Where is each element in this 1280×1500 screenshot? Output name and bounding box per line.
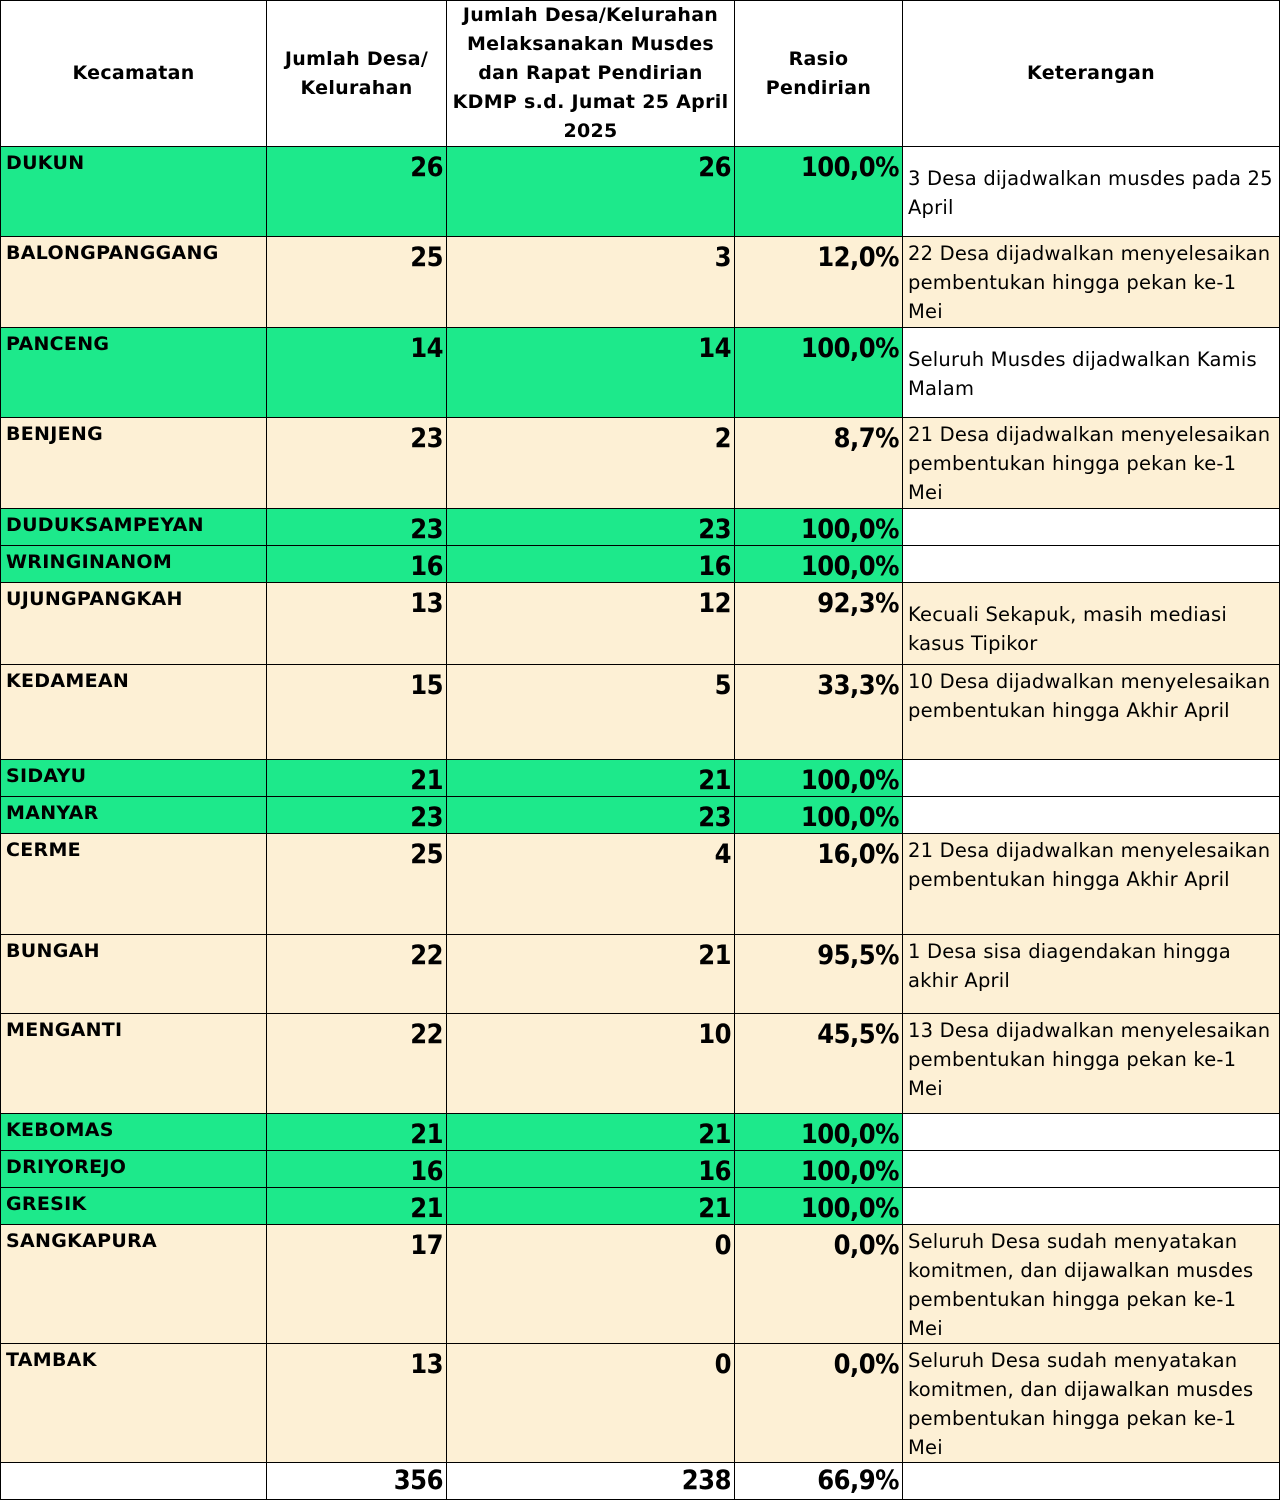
table-row bbox=[1, 1151, 1280, 1188]
cell-jumlah-desa: 21 bbox=[267, 1114, 447, 1151]
cell-jumlah-musdes: 16 bbox=[447, 546, 735, 583]
cell-rasio: 100,0% bbox=[735, 328, 903, 418]
cell-keterangan bbox=[903, 1114, 1280, 1151]
table-row bbox=[1, 546, 1280, 583]
cell-jumlah-desa: 16 bbox=[267, 546, 447, 583]
cell-kecamatan: MANYAR bbox=[1, 797, 267, 834]
cell-jumlah-desa: 22 bbox=[267, 1014, 447, 1114]
cell-jumlah-musdes: 4 bbox=[447, 834, 735, 935]
cell-keterangan bbox=[903, 546, 1280, 583]
cell-jumlah-musdes: 2 bbox=[447, 418, 735, 509]
cell-jumlah-desa: 13 bbox=[267, 583, 447, 665]
cell-kecamatan: GRESIK bbox=[1, 1188, 267, 1225]
cell-jumlah-desa: 21 bbox=[267, 1188, 447, 1225]
cell-rasio: 100,0% bbox=[735, 1188, 903, 1225]
cell-kecamatan: SANGKAPURA bbox=[1, 1225, 267, 1344]
cell-keterangan: 10 Desa dijadwalkan menyelesaikan pembentukan hingga Akhir April bbox=[903, 665, 1280, 760]
cell-jumlah-desa: 17 bbox=[267, 1225, 447, 1344]
table-row bbox=[1, 509, 1280, 546]
cell-kecamatan: BALONGPANGGANG bbox=[1, 237, 267, 328]
table-row bbox=[1, 1225, 1280, 1344]
cell-keterangan: 13 Desa dijadwalkan menyelesaikan pembentukan hingga pekan ke-1 Mei bbox=[903, 1014, 1280, 1114]
cell-jumlah-desa: 25 bbox=[267, 834, 447, 935]
cell-keterangan bbox=[903, 1151, 1280, 1188]
cell-rasio: 12,0% bbox=[735, 237, 903, 328]
cell-keterangan: 21 Desa dijadwalkan menyelesaikan pembentukan hingga pekan ke-1 Mei bbox=[903, 418, 1280, 509]
cell-jumlah-musdes: 10 bbox=[447, 1014, 735, 1114]
cell-jumlah-musdes: 5 bbox=[447, 665, 735, 760]
cell-rasio: 16,0% bbox=[735, 834, 903, 935]
header-keterangan: Keterangan bbox=[903, 1, 1280, 147]
header-rasio: Rasio Pendirian bbox=[735, 1, 903, 147]
total-row bbox=[1, 1463, 1280, 1500]
table-row bbox=[1, 935, 1280, 1014]
cell-rasio: 45,5% bbox=[735, 1014, 903, 1114]
cell-jumlah-desa: 23 bbox=[267, 797, 447, 834]
cell-keterangan: Seluruh Desa sudah menyatakan komitmen, dan dijawalkan musdes pembentukan hingga pekan ke-1 Mei bbox=[903, 1344, 1280, 1463]
cell-kecamatan: CERME bbox=[1, 834, 267, 935]
cell-jumlah-desa: 23 bbox=[267, 509, 447, 546]
cell-jumlah-musdes: 16 bbox=[447, 1151, 735, 1188]
cell-jumlah-desa: 15 bbox=[267, 665, 447, 760]
cell-keterangan: Seluruh Desa sudah menyatakan komitmen, dan dijawalkan musdes pembentukan hingga pekan ke-1 Mei bbox=[903, 1225, 1280, 1344]
cell-rasio: 0,0% bbox=[735, 1344, 903, 1463]
table-row bbox=[1, 1014, 1280, 1114]
cell-jumlah-musdes: 0 bbox=[447, 1225, 735, 1344]
cell-kecamatan: DUDUKSAMPEYAN bbox=[1, 509, 267, 546]
header-row bbox=[1, 1, 1280, 147]
cell-jumlah-desa: 14 bbox=[267, 328, 447, 418]
cell-jumlah-desa: 13 bbox=[267, 1344, 447, 1463]
cell-jumlah-musdes: 23 bbox=[447, 509, 735, 546]
cell-jumlah-musdes: 21 bbox=[447, 1114, 735, 1151]
table-row bbox=[1, 797, 1280, 834]
cell-keterangan: 3 Desa dijadwalkan musdes pada 25 April bbox=[903, 147, 1280, 237]
cell-kecamatan: KEDAMEAN bbox=[1, 665, 267, 760]
table-row bbox=[1, 418, 1280, 509]
cell-kecamatan: DUKUN bbox=[1, 147, 267, 237]
cell-jumlah-desa: 25 bbox=[267, 237, 447, 328]
cell-jumlah-musdes: 14 bbox=[447, 328, 735, 418]
cell-kecamatan: BUNGAH bbox=[1, 935, 267, 1014]
cell-rasio: 100,0% bbox=[735, 760, 903, 797]
cell-rasio: 33,3% bbox=[735, 665, 903, 760]
header-kecamatan: Kecamatan bbox=[1, 1, 267, 147]
header-jumlah-desa: Jumlah Desa/ Kelurahan bbox=[267, 1, 447, 147]
cell-kecamatan: TAMBAK bbox=[1, 1344, 267, 1463]
cell-jumlah-desa: 22 bbox=[267, 935, 447, 1014]
cell-rasio: 100,0% bbox=[735, 147, 903, 237]
table-row bbox=[1, 665, 1280, 760]
cell-keterangan: Kecuali Sekapuk, masih mediasi kasus Tipikor bbox=[903, 583, 1280, 665]
table-row bbox=[1, 834, 1280, 935]
cell-kecamatan: WRINGINANOM bbox=[1, 546, 267, 583]
cell-total-keterangan bbox=[903, 1463, 1280, 1500]
table-row bbox=[1, 1114, 1280, 1151]
cell-jumlah-musdes: 26 bbox=[447, 147, 735, 237]
cell-rasio: 92,3% bbox=[735, 583, 903, 665]
cell-keterangan: 21 Desa dijadwalkan menyelesaikan pembentukan hingga Akhir April bbox=[903, 834, 1280, 935]
cell-kecamatan: MENGANTI bbox=[1, 1014, 267, 1114]
cell-kecamatan: KEBOMAS bbox=[1, 1114, 267, 1151]
cell-jumlah-musdes: 23 bbox=[447, 797, 735, 834]
table-row bbox=[1, 237, 1280, 328]
cell-jumlah-musdes: 21 bbox=[447, 1188, 735, 1225]
cell-total-musdes: 238 bbox=[447, 1463, 735, 1500]
table-row bbox=[1, 1188, 1280, 1225]
cell-jumlah-desa: 21 bbox=[267, 760, 447, 797]
cell-total-rasio: 66,9% bbox=[735, 1463, 903, 1500]
cell-jumlah-musdes: 3 bbox=[447, 237, 735, 328]
cell-rasio: 8,7% bbox=[735, 418, 903, 509]
header-jumlah-musdes: Jumlah Desa/Kelurahan Melaksanakan Musdes dan Rapat Pendirian KDMP s.d. Jumat 25 April 2025 bbox=[447, 1, 735, 147]
cell-rasio: 100,0% bbox=[735, 1114, 903, 1151]
cell-kecamatan: BENJENG bbox=[1, 418, 267, 509]
cell-jumlah-desa: 23 bbox=[267, 418, 447, 509]
cell-keterangan bbox=[903, 509, 1280, 546]
cell-jumlah-musdes: 12 bbox=[447, 583, 735, 665]
cell-kecamatan: UJUNGPANGKAH bbox=[1, 583, 267, 665]
cell-kecamatan: PANCENG bbox=[1, 328, 267, 418]
cell-kecamatan: DRIYOREJO bbox=[1, 1151, 267, 1188]
cell-jumlah-musdes: 21 bbox=[447, 935, 735, 1014]
cell-jumlah-desa: 16 bbox=[267, 1151, 447, 1188]
table-row bbox=[1, 1344, 1280, 1463]
cell-total-label bbox=[1, 1463, 267, 1500]
table-row bbox=[1, 760, 1280, 797]
cell-keterangan: Seluruh Musdes dijadwalkan Kamis Malam bbox=[903, 328, 1280, 418]
cell-jumlah-musdes: 0 bbox=[447, 1344, 735, 1463]
cell-jumlah-desa: 26 bbox=[267, 147, 447, 237]
cell-rasio: 100,0% bbox=[735, 546, 903, 583]
cell-jumlah-musdes: 21 bbox=[447, 760, 735, 797]
cell-rasio: 0,0% bbox=[735, 1225, 903, 1344]
cell-rasio: 95,5% bbox=[735, 935, 903, 1014]
cell-rasio: 100,0% bbox=[735, 509, 903, 546]
table-row bbox=[1, 583, 1280, 665]
cell-kecamatan: SIDAYU bbox=[1, 760, 267, 797]
table-row bbox=[1, 147, 1280, 237]
cell-keterangan bbox=[903, 797, 1280, 834]
cell-keterangan: 22 Desa dijadwalkan menyelesaikan pembentukan hingga pekan ke-1 Mei bbox=[903, 237, 1280, 328]
cell-keterangan bbox=[903, 1188, 1280, 1225]
cell-keterangan: 1 Desa sisa diagendakan hingga akhir April bbox=[903, 935, 1280, 1014]
table-row bbox=[1, 328, 1280, 418]
cell-rasio: 100,0% bbox=[735, 797, 903, 834]
cell-keterangan bbox=[903, 760, 1280, 797]
cell-total-desa: 356 bbox=[267, 1463, 447, 1500]
cell-rasio: 100,0% bbox=[735, 1151, 903, 1188]
